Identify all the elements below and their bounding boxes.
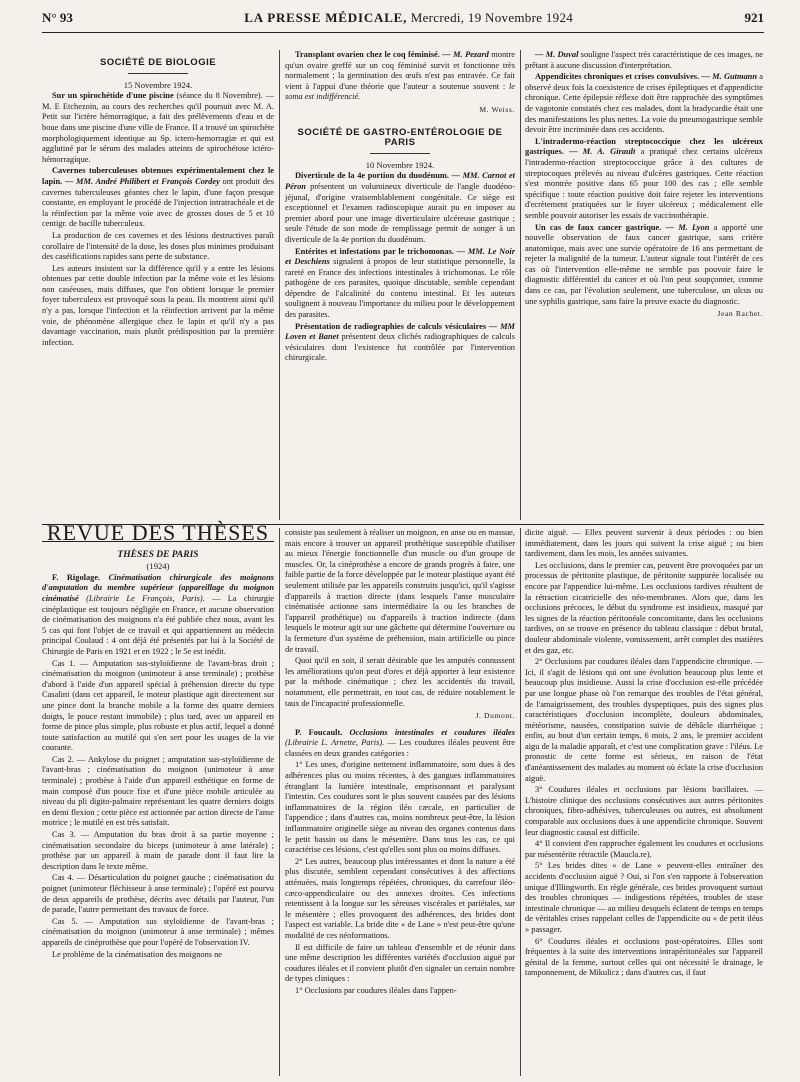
paragraph: Cas 1. — Amputation sus-styloïdienne de l'avant-bras droit ; cinématisation du moignon (unimoteur à anse terminale) ; prothèse d'abord à l'aide d'un appareil spécial à préhension directe du type Casalini (dans cet appareil, le moteur plastique agit directement sur une pince dont la branche mobile a la forme des quatre derniers doigts, le pouce restant immobile) ; plus tard, avec un appareil en forme de pince plus simple, plus robuste et plus actif, lequel a donné toute satisfaction au mutilé qui s'en sert pour les usages de la vie courante. bbox=[42, 658, 274, 753]
thesis-foucault: P. Foucault. Occlusions intestinales et coudures iléales (Librairie L. Arnette, Paris). — Les coudures iléales peuvent être classées en deux grandes catégories : bbox=[285, 727, 516, 758]
issue-date: Mercredi, 19 Novembre 1924 bbox=[407, 10, 574, 25]
article-spirochetide: Sur un spirochétide d'une piscine (séance du 8 Novembre). — M. E Etchezoin, au cours des recherches qu'il poursuit avec M. A. Petit sur l'ictère hémorragique, a fait des prélèvements d'eau et de boue dans une piscine d'une ville de France. Il a trouvé un spirochète morphologiquement identique au Sp. ictero-hemorragiæ et qui est agglutiné par le sérum des malades atteints de spirochétose ictéro-hémorragique. bbox=[42, 91, 274, 164]
revue-title: REVUE DES THÈSES bbox=[46, 520, 270, 545]
section-date-gastro: 10 Novembre 1924. bbox=[365, 159, 435, 170]
signature-weiss: M. Weiss. bbox=[479, 104, 515, 114]
column-divider bbox=[520, 528, 521, 1076]
column-divider bbox=[279, 528, 280, 1076]
paragraph: 2° Occlusions par coudures iléales dans l'appendicite chronique. — Ici, il s'agit de lésions qui ont une évolution beaucoup plus lente et beaucoup plus insidieuse. Aussi la crise d'occlusion est-elle précédée par une longue phase où l'on remarque des troubles de l'état général, de l'amaigrissement, des troubles dyspeptiques, puis des signes plus caractéristiques d'occlusion incomplète, douleurs abdominales, météorisme, nausées, constipation suivie de débâcle diarrhéique ; enfin, au bout d'un certain temps, 6 mois, 2 ans, le premier accident aigu de la maladie apparaît, et c'est une complication grave : l'iléus. Le pronostic de cette forme est sérieux, en raison de l'état d'anéantissement des malades au moment où éclate la crise d'occlusion aiguë. bbox=[525, 657, 763, 783]
theses-title: THÈSES DE PARIS bbox=[117, 549, 199, 560]
paragraph: 1° Les unes, d'origine nettement inflammatoire, sont dues à des adhérences plus ou moins récentes, à des gangues inflammatoires étranglant la lumière intestinale, emprisonnant et paralysant l'intestin. Ces coudures sont le plus souvent causées par des lésions inflammatoires de la région iléo cæcale, en particulier de l'appendice ; dans d'autres cas, moins nombreux peut-être, la lésion inflammatoire originelle siège au niveau des organes contenus dans le petit bassin ou dans le mésentère. Dans tous les cas, ce qui caractérise ces lésions, c'est qu'elles sont plus ou moins diffuses. bbox=[285, 760, 515, 855]
paragraph: La production de ces cavernes et des lésions destructives paraît corollaire de l'intensité de la dose, les doses plus minimes produisant des caséifications rapides sans perte de substance. bbox=[42, 230, 274, 262]
paragraph: consiste pas seulement à réaliser un moignon, en anse ou en massue, mais encore à trouver un appareil prothétique susceptible d'utiliser au mieux l'énergie fonctionnelle d'un muscle ou d'un groupe de muscles. Or, la cinéprothèse a encore de grands progrès à faire, une faible partie de la force développée par le moteur plastique ayant été seulement utilisée par les appareils construits jusqu'ici, qu'il s'agisse d'appareils à traction directe (dans lesquels l'anse musculaire cinématisée actionne sans intermédiaire la ou les branches de l'appareil prothétique) ou d'appareils à traction indirecte (dans lesquels le moteur agit sur une gâchette qui détermine l'ouverture ou la fermeture d'un système de préhension, main artificielle ou pince de travail. bbox=[285, 528, 515, 654]
section-title-gastro: SOCIÉTÉ DE GASTRO-ENTÉROLOGIE DE PARIS bbox=[297, 126, 503, 149]
page-header bbox=[42, 10, 764, 33]
page-number: 921 bbox=[744, 10, 764, 25]
journal-name: LA PRESSE MÉDICALE, bbox=[244, 10, 408, 25]
paragraph: Les occlusions, dans le premier cas, peuvent être provoquées par un processus de péritonite plastique, de péritonite suppurée localisée ou encore par l'appendice lui-même. Les occlusions tardives résultent de la rétraction cicatricielle des néo-membranes. Alors que, dans les occlusions précoces, le début du syndrome est insidieux, masqué par les signes de la réaction péritonéale concomitante, dans les occlusions tardives, on se trouve en présence du tableau classique : début brutal, douleur abdominale violente, vomissement, arrêt complet des matières et des gaz, etc. bbox=[525, 560, 763, 655]
column-biologie bbox=[42, 58, 274, 349]
theses-year: (1924) bbox=[146, 561, 170, 572]
section-title-biologie: SOCIÉTÉ DE BIOLOGIE bbox=[99, 57, 217, 68]
column-theses-continued bbox=[285, 528, 515, 998]
column-occlusions bbox=[525, 528, 763, 980]
paragraph: 3° Coudures iléales et occlusions par lésions bacillaires. — L'histoire clinique des occlusions consécutives aux autres péritonites chroniques, fibro-adhésives, tuberculeuses ou autres, est absolument comparable aux occlusions dues à une appendicite chronique. Souvent leur diagnostic causal est difficile. bbox=[525, 785, 763, 837]
paragraph: Cas 2. — Ankylose du poignet ; amputation sus-styloïdienne de l'avant-bras ; cinématisation du moignon (unimoteur à anse terminale) ; prothèse à l'aide d'un appareil esthétique en forme de main composé d'un pouce fixe et d'une pièce mobile articulée au niveau du pli digito-palmaire représentant les quatre derniers doigts en demi flexion ; cette pièce est actionnée par action directe de l'anse motrice ; le mutilé en est très satisfait. bbox=[42, 754, 274, 828]
issue-number: N° 93 bbox=[42, 10, 73, 25]
paragraph: Les auteurs insistent sur la différence qu'il y a entre les lésions obtenues par cette double infection par la même voie et les lésions non caséeuses, mais diffuses, que l'on obtient lorsque le premier foyer tuberculeux est provoqué sous la peau. Ils montrent ainsi qu'il n'y a pas, lorsque l'infection et la réinfection arrivent par la même voie, de phénomène allergique chez le lapin et qu'il n'y a pas davantage vaccination, mais plutôt prédisposition par la première infection. bbox=[42, 263, 274, 347]
paragraph: 6° Coudures iléales et occlusions post-opératoires. Elles sont fréquentes à la suite des interventions intrapéritonéales sur l'appareil génital de la femme, surtout celles qui ont nécessité le drainage, le tamponnement, de Mikulicz ; dans d'autres cas, il faut bbox=[525, 936, 763, 978]
column-divider bbox=[279, 50, 280, 520]
paragraph: Cas 3. — Amputation du bras droit à sa partie moyenne ; cinématisation secondaire du biceps (unimoteur à anse latérale) ; prothèse par un appareil à main de parade dont il faut lire la description dans le texte même. bbox=[42, 830, 274, 871]
paragraph: Il est difficile de faire un tableau d'ensemble et de réunir dans une même description les différentes variétés d'occlusion aiguë par coudures iléales et il convient plutôt d'en signaler un certain nombre de types cliniques : bbox=[285, 942, 515, 984]
paragraph: 5° Les brides dites « de Lane » peuvent-elles entraîner des accidents d'occlusion aiguë ? Oui, si l'on s'en rapporte à l'observation unique d'Illingworth. En règle générale, ces brides provoquent surtout des troubles chroniques — indigestions répétées, troubles de stase intestinale chronique — au milieu desquels éclatent de temps en temps de véritables crises rappelant celles de l'appendicite ou « de petit iléus » passager. bbox=[525, 861, 763, 934]
column-revue-theses bbox=[42, 520, 275, 961]
column-gastro bbox=[285, 50, 515, 365]
journal-title bbox=[244, 10, 573, 26]
paragraph: dicite aiguë. — Elles peuvent survenir à deux périodes : ou bien immédiatement, dans les jours qui suivent la crise aiguë ; ou bien tardivement, dans les mois, les années suivantes. bbox=[525, 528, 763, 559]
column-gastro-continued bbox=[525, 50, 763, 321]
paragraph: Le problème de la cinématisation des moignons ne bbox=[52, 949, 223, 959]
signature-rachet: Jean Rachet. bbox=[717, 309, 763, 319]
paragraph: 4° Il convient d'en rapprocher également les coudures et occlusions par mésentérite rétractile (Maucla.re). bbox=[525, 839, 763, 859]
section-date-biologie: 15 Novembre 1924. bbox=[123, 79, 193, 90]
article-radiographies: Présentation de radiographies de calculs vésiculaires — MM Loven et Banet présentent deux clichés radiographiques de calculs vésiculaires dont l'existence fut contrôlée par l'intervention chirurgicale. bbox=[285, 321, 515, 363]
article-diverticule: Diverticule de la 4e portion du duodénum. — MM. Carnot et Péron présentent un volumineux diverticule de l'angle duodéno-jéjunal, d'origine vraisemblablement congénitale. Ce siège est exceptionnel et l'examen radioscopique aurait pu en imposer au premier abord pour une image diverticulaire ulcéreuse gastrique ; seule l'étude de son mode de remplissage permit de songer à un diverticule de la 4e portion du duodénum. bbox=[285, 171, 515, 244]
article-faux-cancer: Un cas de faux cancer gastrique. — M. Lyon a apporté une nouvelle observation de faux cancer gastrique, sans critère anatomique, mais avec une survie opératoire de 16 ans permettant de rejeter la malignité de la tumeur. L'auteur signale tout l'intérêt de ces cas où l'intervention elle-même ne semble pas pouvoir faire le diagnostic différentiel du cancer et où l'on peut soupçonner, comme dans ce cas, par l'évolution seulement, une tuberculose, un ulcus ou une syphilis gastrique, sans faire la preuve exacte du diagnostic. bbox=[525, 222, 763, 306]
paragraph: Quoi qu'il en soit, il serait désirable que les amputés connussent les améliorations qu'on peut d'ores et déjà apporter à leur existence par la méthode cinématique ; chez les accidentés du travail, notamment, elle permettrait, en tout cas, de réduire notablement le taux de l'incapacité professionnelle. bbox=[285, 656, 515, 708]
article-duval: — M. Duval souligne l'aspect très caractéristique de ces images, ne prêtant à aucune discussion d'interprétation. bbox=[525, 50, 763, 70]
column-divider bbox=[520, 50, 521, 520]
article-cavernes: Cavernes tuberculeuses obtenues expérimentalement chez le lapin. — MM. André Philibert et François Cordey ont produit des cavernes tuberculeuses géantes chez le lapin, d'une façon presque constante, en employant le procédé de l'injection intratrachéale et de la réinfection par la même voie avec de grosses doses de 5 et 10 centigr. de bacille tuberculeux. bbox=[42, 166, 274, 229]
article-appendicites: Appendicites chroniques et crises convulsives. — M. Gutmann a observé deux fois la coexistence de crises épileptiques et d'appendicite chronique. Cette épilepsie réflexe doit être rapprochée des symptômes de vagotonie constatés chez ces malades, dont la bradycardie était une des manifestations les plus nettes. La voie du pneumogastrique semble devoir être incriminée dans ces accidents. bbox=[525, 72, 764, 135]
paragraph: Cas 5. — Amputation sus styloïdienne de l'avant-bras ; cinématisation du moignon (unimoteur à anse terminale) ; mêmes appareils de cinéprothèse que pour l'opéré de l'observation IV. bbox=[42, 916, 274, 947]
paragraph: 1° Occlusions par coudures iléales dans l'appen- bbox=[295, 985, 457, 995]
article-transplant: Transplant ovarien chez le coq féminisé. — M. Pezard montre qu'un ovaire greffé sur un coq féminisé survit et fonctionne très normalement ; la germination des œufs n'est pas entravée. Ce fait vient à l'appui d'une théorie que l'auteur a soutenue souvent : le soma est indifférencié. bbox=[285, 50, 515, 102]
thesis-rigolage: F. Rigolage. Cinématisation chirurgicale des moignons d'amputation du membre supérieur (appareillage du moignon cinématisé (Librairie Le François, Paris). — La chirurgie cinéplastique est toujours négligée en France, et aucune observation de cinématisation des moignons n'a été publiée chez nous, avant les 5 cas qui font l'objet de ce travail et qui appartiennent au médecin principal Coulaud : 4 ont déjà été présentés par lui à la Société de Chirurgie de Paris en 1921 et en 1922 ; le 5e est inédit. bbox=[42, 572, 275, 656]
article-intradermo: L'intradermo-réaction streptococcique chez les ulcéreux gastriques. — M. A. Girault a pratiqué chez certains ulcéreux l'intradermo-réaction streptococcique grâce à des cultures de streptocoques prélevés au niveau d'ulcères gastriques. Cette réaction s'est montrée positive dans 65 pour 100 des cas ; elle semble spécifique : toute réaction positive doit faire rejeter les interventions d'ecrètement pratiquées sur le foyer ulcéreux ; médicalement elle semble pouvoir autoriser les essais de vaccinothérapie. bbox=[525, 136, 763, 220]
signature-dumont: J. Dumont. bbox=[475, 711, 515, 721]
paragraph: 2° Les autres, beaucoup plus intéressantes et dont la nature a été plus discutée, semblent cependant consécutives à des affections atténuées, mais longtemps répétées, chroniques, du carrefour iléo-cæco-appendiculaire ou des annexes droites. Ces infections retentissent à la longue sur les séreuses viscérales et pariétales, sur le mésentère ; elles provoquent des adhérences, des brides dont l'aspect est variable. La bride dite « de Lane » n'est peut-être qu'une modalité de ces néoformations. bbox=[285, 856, 515, 940]
paragraph: Cas 4. — Désarticulation du poignet gauche ; cinématisation du poignet (unimoteur fléchisseur à anse terminale) ; l'opéré est pourvu de deux appareils de prothèse, décrits avec détails par l'auteur, l'un de parade, l'autre permettant des travaux de force. bbox=[42, 873, 274, 915]
article-trichomonas: Entérites et infestations par le trichomonas. — MM. Le Noir et Deschiens signalent à propos de leur statistique personnelle, la rareté en France des infections intestinales à trichomonas. Le rôle pathogène de ces parasites, quoique discutable, semble cependant dépendre de l'alcalinité du contenu intestinal. Et les auteurs soulignent à nouveau l'importance du milieu pour le développement des parasites. bbox=[285, 246, 515, 320]
